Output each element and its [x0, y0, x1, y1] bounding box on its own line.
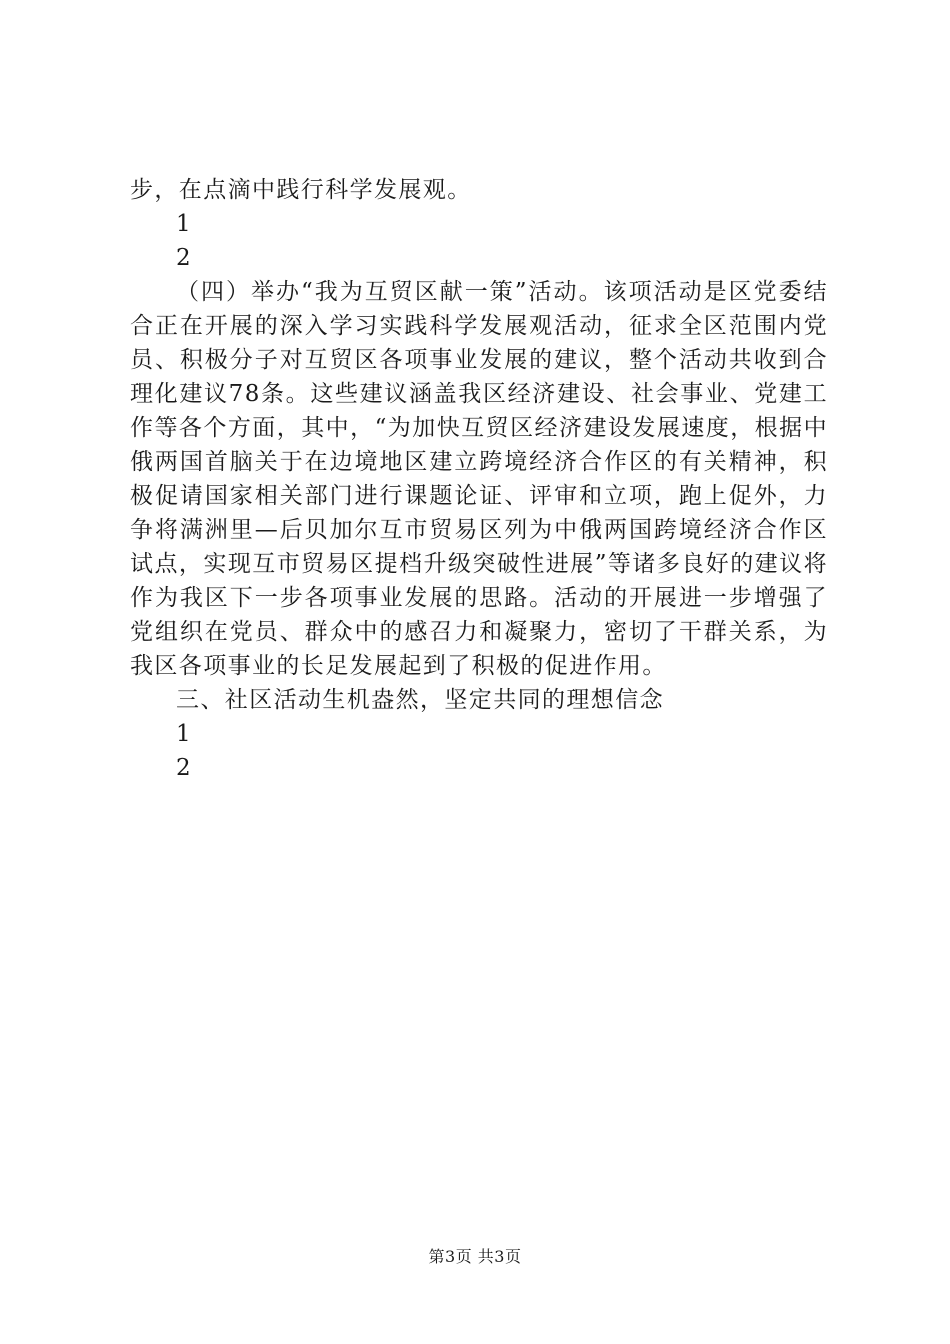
page-footer: 第3页 共3页: [428, 1247, 522, 1266]
list-number: 1: [176, 211, 193, 237]
section-heading-three: 三、社区活动生机盎然，坚定共同的理想信念: [176, 687, 664, 713]
list-number: 2: [176, 245, 193, 271]
document-body: [130, 173, 828, 785]
list-number: 2: [176, 755, 193, 781]
paragraph-activity-four: （四）举办“我为互贸区献一策”活动。该项活动是区党委结合正在开展的深入学习实践科学发展观活动，征求全区范围内党员、积极分子对互贸区各项事业发展的建议，整个活动共收到合理化建议78条。这些建议涵盖我区经济建设、社会事业、党建工作等各个方面，其中，“为加快互贸区经济建设发展速度，根据中俄两国首脑关于在边境地区建立跨境经济合作区的有关精神，积极促请国家相关部门进行课题论证、评审和立项，跑上促外，力争将满洲里—后贝加尔互市贸易区列为中俄两国跨境经济合作区试点，实现互市贸易区提档升级突破性进展”等诸多良好的建议将作为我区下一步各项事业发展的思路。活动的开展进一步增强了党组织在党员、群众中的感召力和凝聚力，密切了干群关系，为我区各项事业的长足发展起到了积极的促进作用。: [130, 279, 828, 679]
text-line-continuation: 步，在点滴中践行科学发展观。: [130, 177, 472, 203]
list-number: 1: [176, 721, 193, 747]
